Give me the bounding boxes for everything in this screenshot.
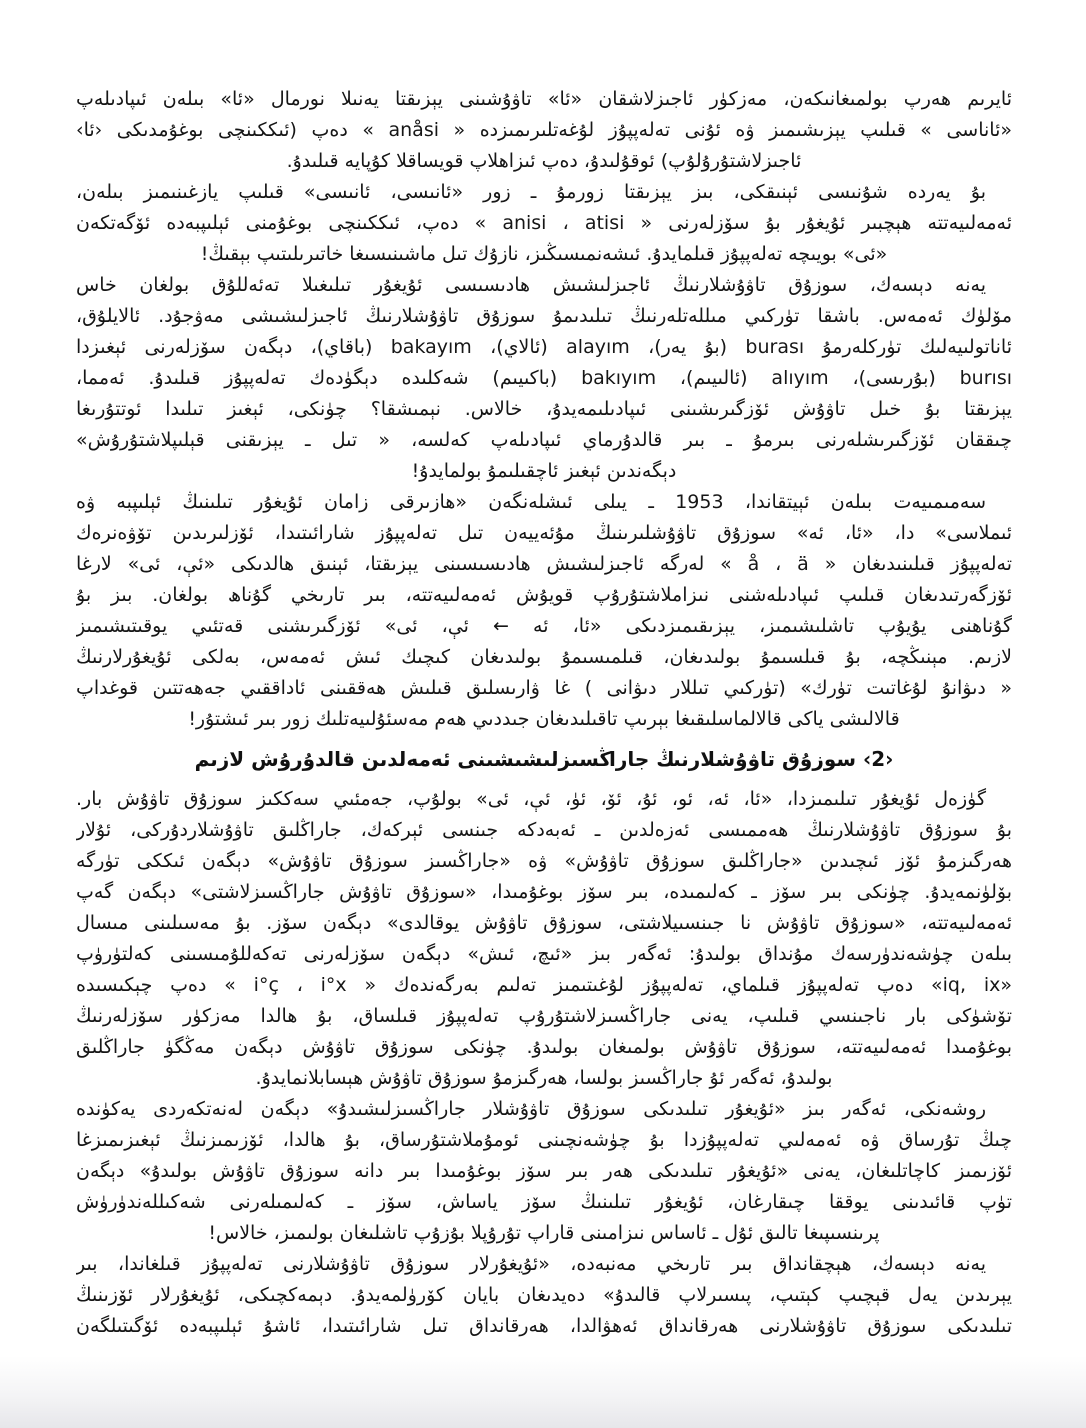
text-line: تۆشۈكى بار ناجىنسي قىلىپ، يەنى جاراڭسىزلاشتۇرۇپ تەلەپپۇز قىلساق، بۇ ھالدا مەزكۈر سۆزلەرنىڭ [76, 1005, 1012, 1027]
paragraph [76, 784, 1012, 1094]
paragraph [76, 1094, 1012, 1249]
text-line: يېزىقتا بۇ خىل تاۋۇش ئۆزگىرىشىنى ئىپادىلىمەيدۇ، خالاس. نېمىشقا؟ چۈنكى، ئېغىز تىلىدا ئوتتۇرىغا [76, 398, 1012, 420]
paragraph [76, 487, 1012, 735]
page-bottom-shadow [0, 1356, 1086, 1428]
text-line: burısı (بۇرىسى)، alıyım (ئالىيىم)، bakıyım (باكىيىم) شەكلىدە دېگۈدەك تەلەپپۇز قىلىدۇ. ئەمما، [76, 367, 1012, 389]
text-line: يېرىدىن يەل قېچىپ كېتىپ، پىسىرلاپ قالىدۇ» دەيدىغان بايان كۆرۈلمەيدۇ. دېمەكچىكى، ئۇيغۇرلار ئۆزىنىڭ [76, 1284, 1012, 1306]
text-line: روشەنكى، ئەگەر بىز «ئۇيغۇر تىلىدىكى سوزۇق تاۋۇشلار جاراڭسىزلىشىدۇ» دېگەن لەنەتكەردى يەكۈندە [76, 1098, 986, 1120]
text-line: چىڭ تۇرساق ۋە ئەمەلىي تەلەپپۇزدا بۇ چۈشەنچىنى ئومۇملاشتۇرساق، بۇ ھالدا، ئۆزىمىزنىڭ ئېغىزىمىزغا [76, 1129, 1012, 1151]
text-line: چىققان ئۆزگىرىشلەرنى بىرمۇ ـ بىر قالدۇرماي ئىپادىلەپ كەلسە، « تىل ـ يېزىقنى قېلىپلاشتۇرۇش» [76, 429, 1012, 451]
text-line: قالالىشى ياكى قالالماسلىقىغا بېرىپ تاقىلىدىغان جىددىي ھەم مەسئۇلىيەتلىك زور بىر ئىشتۇر! [188, 708, 900, 730]
text-line: ئۆزىمىز كاچاتلىغان، يەنى «ئۇيغۇر تىلىدىكى ھەر بىر سۆز بوغۇمىدا بىر دانە سوزۇق تاۋۇش بولىدۇ» دېگەن [76, 1160, 1012, 1182]
text-line: ئىملاسى» دا، «ئا، ئە» سوزۇق تاۋۇشلىرىنىڭ مۇئەييەن تىل تەلەپپۇز شارائىتىدا، ئۆزلىرىدىن تۆۋەنرەك [76, 522, 1012, 544]
text-line: «iq, ix» دەپ تەلەپپۇز قىلماي، تەلەپپۇز لۇغىتىمىز تەلىم بەرگەندەك « i°ç ، i°x » دەپ چېكىسىدە [76, 974, 1012, 996]
text-line: بۇ يەردە شۇنىسى ئېنىقكى، بىز يېزىقتا زورمۇ ـ زور «ئانىسى، ئانىسى» قىلىپ يازغىنىمىز بىلەن، [76, 181, 986, 203]
text-line: ئاناتولىيەلىك تۈركلەرمۇ burası (بۇ يەر)، alayım (ئالاي)، bakayım (باقاي)، دېگەن سۆزلەرنى ئېغىزدا [76, 336, 1012, 358]
text-line: ئەمەلىيەتتە، «سوزۇق تاۋۇش نا جىنسىيلاشتى، سوزۇق تاۋۇش يوقالدى» دېگەن سۆز. بۇ مەسىلىنى مىسال [76, 912, 1012, 934]
text-line: لازىم. مېنىڭچە، بۇ قىلسىمۇ بولىدىغان، قىلمىسىمۇ بولىدىغان كىچىك ئىش ئەمەس، بەلكى ئۇيغۇرلارنىڭ [76, 646, 1012, 668]
text-line: تەلەپپۇز قىلىنىدىغان « å ، ä » لەرگە ئاجىزلىشىش ھادىسىسىنى يېزىقتا، ئېنىق ھالدىكى «ئې، ئى» لارغا [76, 553, 1012, 575]
text-line: «ئاناسى » قىلىپ يېزىشىمىز ۋە ئۇنى تەلەپپۇز لۇغەتلىرىمىزدە « anåsi » دەپ (ئىككىنچى بوغۇمدىكى ‹ئا› [76, 119, 1012, 141]
text-line: گۇناھنى يۇيۇپ تاشلىشىمىز، يېزىقىمىزدىكى «ئا، ئە ← ئې، ئى» ئۆزگىرىشنى قەتئىي يوقىتىشىمىز [76, 615, 1012, 637]
text-line: بولىدۇ، ئەگەر ئۇ جاراڭسىز بولسا، ھەرگىزمۇ سوزۇق تاۋۇش ھېسابلانمايدۇ. [255, 1067, 833, 1089]
paragraph [76, 270, 1012, 487]
text-line: يەنە دېسەك، ھېچقانداق بىر تارىخي مەنبەدە، «ئۇيغۇرلار سوزۇق تاۋۇشلارنى تەلەپپۇز قىلغاندا، بىر [76, 1253, 986, 1275]
text-line: گۈزەل ئۇيغۇر تىلىمىزدا، «ئا، ئە، ئو، ئۇ، ئۆ، ئۈ، ئې، ئى» بولۇپ، جەمئىي سەككىز سوزۇق تاۋۇش بار. [76, 788, 986, 810]
text-line: بۇ سوزۇق تاۋۇشلارنىڭ ھەممىسى ئەزەلدىن ـ ئەبەدكە جىنسى ئېركەك، جاراڭلىق تاۋۇشلاردۇركى، ئۇلار [76, 819, 1012, 841]
text-line: ھەرگىزمۇ ئۆز ئىچىدىن «جاراڭلىق سوزۇق تاۋۇش» ۋە «جاراڭسىز سوزۇق تاۋۇش» دېگەن ئىككى تۈرگە [76, 850, 1012, 872]
text-line: بۆلۈنمەيدۇ. چۈنكى بىر سۆز ـ كەلىمىدە، بىر سۆز بوغۇمىدا، «سوزۇق تاۋۇش جاراڭسىزلاشتى» دېگەن گەپ [76, 881, 1012, 903]
text-line: تۈپ قائىدىنى يوققا چىقارغان، ئۇيغۇر تىلىنىڭ سۆز ياساش، سۆز ـ كەلىمىلەرنى شەكىللەندۈرۈش [76, 1191, 1012, 1213]
text-line: مۆلۈك ئەمەس. باشقا تۈركىي مىللەتلەرنىڭ تىلىدىمۇ سوزۇق تاۋۇشلارنىڭ ئاجىزلىشىشى مەۋجۇد. ئالايلۇق، [76, 305, 1012, 327]
section-heading: ‹2› سوزۇق تاۋۇشلارنىڭ جاراڭسىزلىشىشىنى ئەمەلدىن قالدۇرۇش لازىم [194, 747, 894, 771]
paragraph [76, 1249, 1012, 1342]
document-content [76, 84, 1012, 1342]
text-line: ئۆزگەرتىدىغان قىلىپ ئىپادىلەشنى نىزاملاشتۇرۇپ قويۇش ئەمەلىيەتتە، بىر تارىخي گۇناھ بولغان. بىز بۇ [76, 584, 1012, 606]
text-line: ئاجىزلاشتۇرۇلۇپ) ئوقۇلىدۇ، دەپ ئىزاھلاپ قويساقلا كۇپايە قىلىدۇ. [286, 150, 802, 172]
text-line: سەمىمىيەت بىلەن ئېيتقاندا، 1953 ـ يىلى ئىشلەنگەن «ھازىرقى زامان ئۇيغۇر تىلىنىڭ ئېلىپبە ۋە [76, 491, 986, 513]
text-line: تىلىدىكى سوزۇق تاۋۇشلارنى ھەرقانداق ئەھۋالدا، ھەرقانداق تىل شارائىتىدا، ئاشۇ ئېلىپبەدە ئۆگىتىلگەن [76, 1315, 1012, 1337]
paragraph [76, 84, 1012, 177]
text-line: يەنە دېسەك، سوزۇق تاۋۇشلارنىڭ ئاجىزلىشىش ھادىسىسى ئۇيغۇر تىلىغىلا تەئەللۇق بولغان خاس [76, 274, 986, 296]
text-line: پرىنسىپىغا تالىق ئۇل ـ ئاساس نىزامىنى قاراپ تۇرۇپلا بۇزۇپ تاشلىغان بولىمىز، خالاس! [208, 1222, 880, 1244]
text-line: « دىۋانۇ لۇغاتىت تۈرك» (تۈركىي تىللار دىۋانى ) غا ۋارىسلىق قىلىش ھەققىنى ئاداققىي جەھەتتىن قوغداپ [76, 677, 1012, 699]
text-line: دېگەندىن ئېغىز ئاچقىلىمۇ بولمايدۇ! [411, 460, 677, 482]
text-line: بىلەن چۈشەندۈرسەك مۇنداق بولىدۇ: ئەگەر بىز «ئىچ، ئىش» دېگەن سۆزلەرنى تەكەللۇمىسىنى كەلتۈرۈپ [76, 943, 1012, 965]
text-line: ئەمەلىيەتتە ھېچبىر ئۇيغۇر بۇ سۆزلەرنى « anisi ، atisi » دەپ، ئىككىنچى بوغۇمنى ئېلىپبەدە ئۆگەتكەن [76, 212, 1012, 234]
paragraph [76, 177, 1012, 270]
text-line: «ئى» بويىچە تەلەپپۇز قىلمايدۇ. ئىشەنمىسىڭىز، نازۇك تىل ماشىنىسىغا خاتىرىلىتىپ بېقىڭ! [200, 243, 888, 265]
text-line: ئايرىم ھەرپ بولمىغانىكەن، مەزكۈر ئاجىزلاشقان «ئا» تاۋۇشىنى يېزىقتا يەنىلا نورمال «ئا» بىلەن ئىپادىلەپ [76, 88, 1012, 110]
text-line: بوغۇمىدا ئەمەلىيەتتە، سوزۇق تاۋۇش بولمىغان بولىدۇ. چۈنكى سوزۇق تاۋۇش دېگەن مەڭگۈ جاراڭلىق [76, 1036, 1012, 1058]
